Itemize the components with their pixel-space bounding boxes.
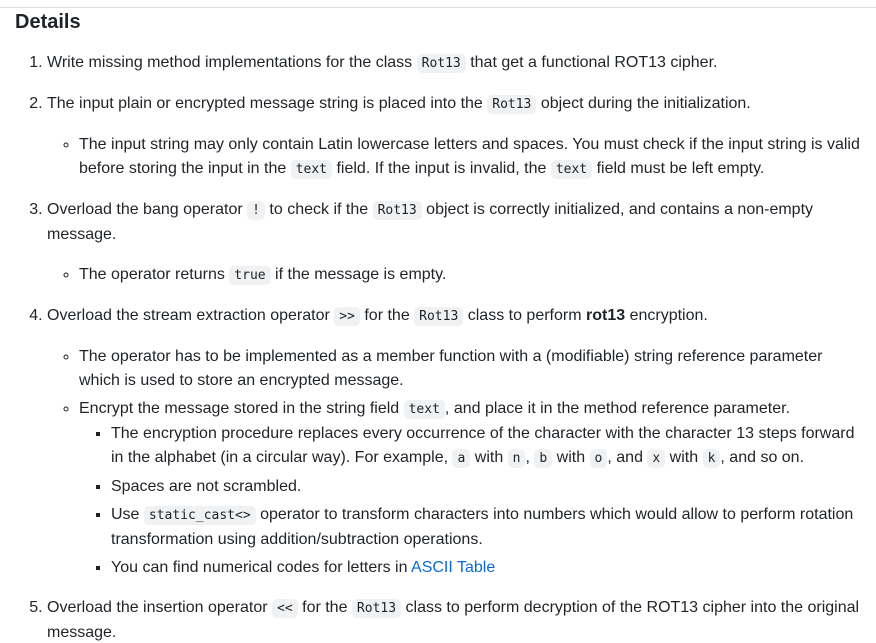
inline-code: ! [247,201,265,220]
section-heading: Details [15,11,81,33]
inline-code: Rot13 [487,95,536,114]
inline-code: >> [334,307,360,326]
text-run: Overload the bang operator [47,201,248,218]
step-4 [47,304,860,580]
text-run: Encrypt the message stored in the string field [79,400,404,417]
step-3 [47,198,860,288]
step-5 [47,596,860,643]
text-run: The operator returns [79,266,230,283]
text-run: The operator has to be implemented as a member function with a (modifiable) string reference parameter which is used to store an encrypted message. [79,348,823,389]
text-run: field. If the input is invalid, the [332,160,551,177]
ascii-table-link[interactable]: ASCII Table [411,559,496,576]
encrypt-sublist [79,422,860,580]
text-run: if the message is empty. [270,266,447,283]
text-run: object during the initialization. [536,95,751,112]
step-5-text [47,596,860,643]
inline-code: Rot13 [414,307,463,326]
text-run: The input string may only contain Latin lowercase letters and spaces. You must check if the input string is valid before storing the input in the [79,136,860,177]
text-run: Spaces are not scrambled. [111,478,302,495]
text-run: Overload the stream extraction operator [47,307,335,324]
text-run: Write missing method implementations for the class [47,54,417,71]
step-4-text [47,304,860,329]
inline-code: n [508,449,526,468]
inline-code: o [590,449,608,468]
text-run: class to perform [463,307,586,324]
details-content [15,51,860,643]
text-run: The encryption procedure replaces every occurrence of the character with the character 13 steps forward in the alphabet (in a circular way). For example, [111,425,855,466]
text-run: for the [359,307,415,324]
step-3-text [47,198,860,247]
list-item [79,133,860,182]
inline-code: Rot13 [352,599,401,618]
inline-code: text [551,160,592,179]
text-run: for the [297,599,352,616]
text-run: , [525,449,535,466]
text-run: with [552,449,590,466]
list-item [79,263,860,288]
step-2-sublist [47,133,860,182]
list-item [111,503,860,552]
text-run: encryption. [625,307,708,324]
list-item [79,345,860,393]
inline-code: b [534,449,552,468]
list-item [79,397,860,580]
steps-list [15,51,860,643]
bold-term: rot13 [586,307,626,324]
text-run: Use [111,506,144,523]
text-run: class to perform decryption of the ROT13 cipher into the original message. [47,599,860,641]
step-4-sublist [47,345,860,580]
section-divider [0,7,876,8]
step-2 [47,92,860,182]
inline-code: text [291,160,332,179]
text-run: with [470,449,508,466]
text-run: to check if the [264,201,373,218]
step-3-sublist [47,263,860,288]
text-run: operator to transform characters into numbers which would allow to perform rotation transformation using addition/subtraction operations. [111,506,854,548]
text-run: , and so on. [720,449,805,466]
step-2-text [47,92,860,117]
text-run: with [665,449,703,466]
inline-code: a [452,449,470,468]
text-run: , and [607,449,648,466]
inline-code: x [647,449,665,468]
inline-code: static_cast<> [144,506,256,525]
inline-code: true [229,266,270,285]
text-run: field must be left empty. [592,160,765,177]
text-run: Overload the insertion operator [47,599,273,616]
text-run: , and place it in the method reference parameter. [444,400,791,417]
inline-code: text [404,400,445,419]
text-run: The input plain or encrypted message string is placed into the [47,95,488,112]
inline-code: << [272,599,298,618]
list-item [111,475,860,499]
inline-code: Rot13 [373,201,422,220]
step-1-text [47,51,860,76]
list-item [111,422,860,471]
text-run: object is correctly initialized, and contains a non-empty message. [47,201,814,243]
step-1 [47,51,860,76]
inline-code: Rot13 [417,54,466,73]
text-run: You can find numerical codes for letters in [111,559,412,576]
text-run: that get a functional ROT13 cipher. [465,54,718,71]
list-item [111,556,860,580]
inline-code: k [703,449,721,468]
